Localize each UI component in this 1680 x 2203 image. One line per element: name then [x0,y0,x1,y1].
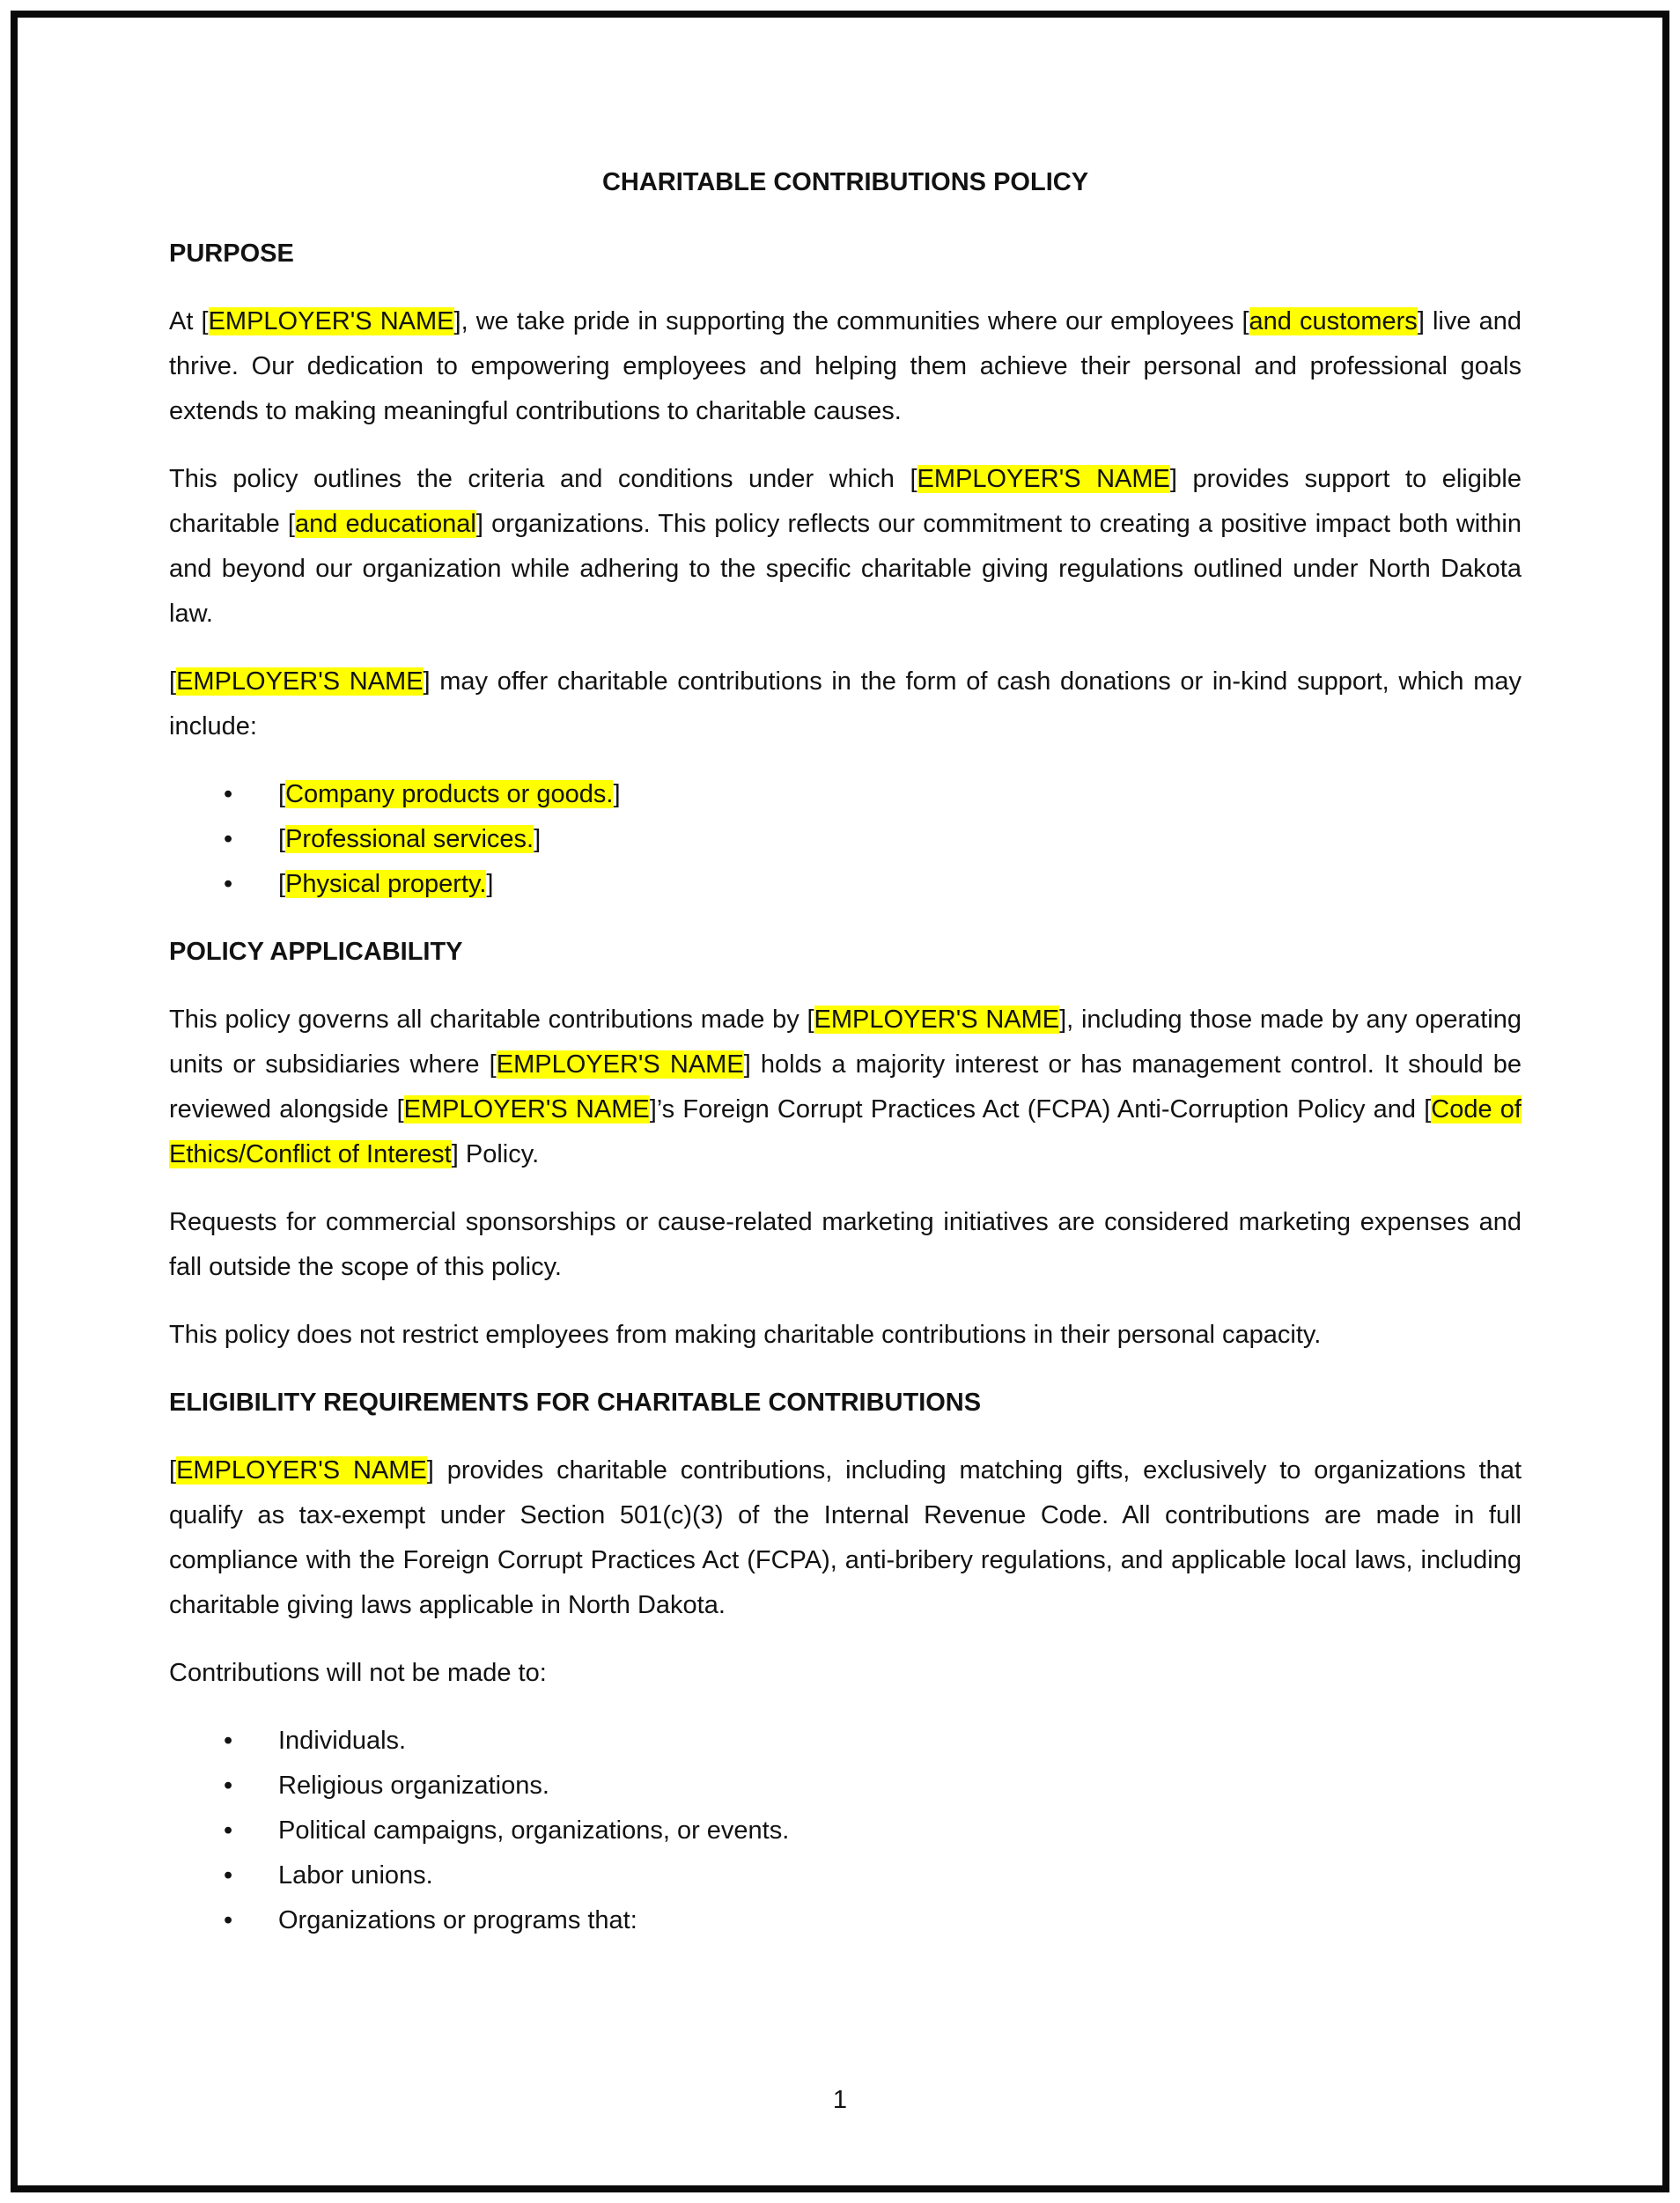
paragraph-purpose-3 [169,659,1522,749]
text-run: ] may offer charitable contributions in the form of cash donations or in-kind support, which may include: [169,667,1522,740]
page-number: 1 [832,2086,848,2114]
highlighted-placeholder: Company products or goods. [285,780,614,808]
document-title: CHARITABLE CONTRIBUTIONS POLICY [601,168,1089,196]
bullet-list-contribution-forms [169,772,1522,907]
highlighted-placeholder: and educational [294,510,476,538]
paragraph-purpose-2 [169,457,1522,637]
highlighted-placeholder: EMPLOYER'S NAME [176,667,424,696]
bullet-list-item [278,1719,1522,1764]
text-run: At [ [169,307,209,335]
text-run: [ [169,667,177,696]
text-run: ] provides charitable contributions, including matching gifts, exclusively to organizations that qualify as tax-exempt under Section 501(c)(3) of the Internal Revenue Code. All contributions are made in full compliance with the Foreign Corrupt Practices Act (FCPA), anti-bribery regulations, and applicable local laws, including charitable giving laws applicable in North Dakota. [169,1456,1522,1619]
text-run: ], including those made by any operating units or subsidiaries where [ [169,1006,1522,1079]
bullet-list-item [278,772,1522,817]
highlighted-placeholder: and customers [1249,307,1418,335]
text-run: ] [613,780,621,808]
section-heading-applicability: POLICY APPLICABILITY [169,938,463,966]
text-run: ] [486,870,494,898]
highlighted-placeholder: EMPLOYER'S NAME [496,1050,744,1079]
paragraph-applicability-3 [169,1313,1522,1358]
bullet-list-item [278,1809,1522,1853]
bullet-list-item [278,817,1522,862]
paragraph-applicability-2 [169,1200,1522,1290]
highlighted-placeholder: EMPLOYER'S NAME [814,1006,1060,1034]
text-run: This policy outlines the criteria and conditions under which [ [169,465,917,493]
text-run: This policy governs all charitable contributions made by [ [169,1006,814,1034]
text-run: Contributions will not be made to: [169,1659,547,1687]
bullet-list-item [278,1764,1522,1809]
document-content [18,18,1662,1943]
text-run: [ [278,825,286,853]
text-run: This policy does not restrict employees from making charitable contributions in their personal capacity. [169,1321,1322,1349]
highlighted-placeholder: EMPLOYER'S NAME [917,465,1170,493]
paragraph-eligibility-1 [169,1448,1522,1628]
bullet-list-item [278,1898,1522,1943]
paragraph-eligibility-2 [169,1651,1522,1696]
highlighted-placeholder: Professional services. [285,825,534,853]
text-run: Political campaigns, organizations, or events. [278,1816,790,1845]
highlighted-placeholder: EMPLOYER'S NAME [176,1456,427,1485]
highlighted-placeholder: EMPLOYER'S NAME [208,307,454,335]
text-run: ] Policy. [451,1140,540,1168]
bullet-list-item [278,1853,1522,1898]
text-run: [ [169,1456,177,1485]
text-run: ]’s Foreign Corrupt Practices Act (FCPA) Anti-Corruption Policy and [ [649,1095,1432,1124]
text-run: [ [278,780,286,808]
text-run: ], we take pride in supporting the communities where our employees [ [453,307,1249,335]
text-run: [ [278,870,286,898]
text-run: ] provides support to eligible charitable [ [169,465,1522,538]
bullet-list-item [278,862,1522,907]
text-run: Requests for commercial sponsorships or cause-related marketing initiatives are considered marketing expenses and fall outside the scope of this policy. [169,1208,1522,1281]
document-page [11,11,1669,2192]
bullet-list-excluded-recipients [169,1719,1522,1943]
text-run: Labor unions. [278,1861,433,1890]
text-run: Religious organizations. [278,1772,549,1800]
highlighted-placeholder: Code of Ethics/Conflict of Interest [169,1095,1522,1168]
text-run: ] holds a majority interest or has management control. It should be reviewed alongside [ [169,1050,1522,1124]
text-run: Individuals. [278,1727,407,1755]
text-run: ] [534,825,542,853]
text-run: ] live and thrive. Our dedication to empowering employees and helping them achieve their personal and professional goals extends to making meaningful contributions to charitable causes. [169,307,1522,425]
text-run: Organizations or programs that: [278,1906,637,1934]
paragraph-applicability-1 [169,998,1522,1177]
highlighted-placeholder: Physical property. [285,870,487,898]
highlighted-placeholder: EMPLOYER'S NAME [403,1095,650,1124]
paragraph-purpose-1 [169,299,1522,434]
section-heading-eligibility: ELIGIBILITY REQUIREMENTS FOR CHARITABLE CONTRIBUTIONS [169,1389,982,1417]
text-run: ] organizations. This policy reflects our commitment to creating a positive impact both within and beyond our organization while adhering to the specific charitable giving regulations outlined under North Dakota law. [169,510,1522,628]
section-heading-purpose: PURPOSE [169,239,294,268]
